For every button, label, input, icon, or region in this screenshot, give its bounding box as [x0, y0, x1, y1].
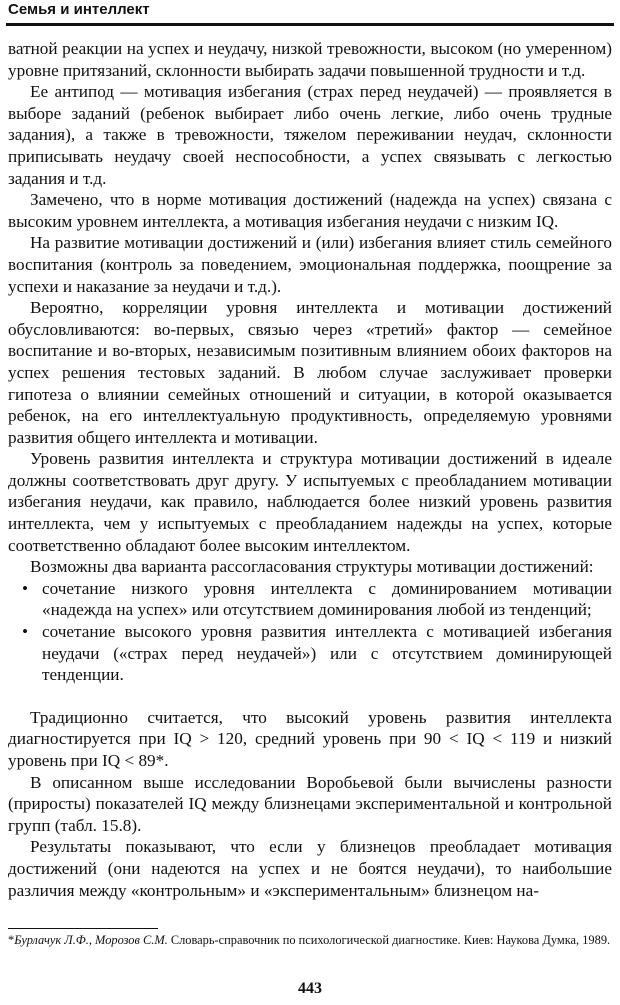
paragraph-3: Замечено, что в норме мотивация достижений (надежда на успех) связана с высоким уровнем интеллекта, а мотивация избегания неудачи с низким IQ.: [8, 190, 612, 231]
bullet-item-2: [8, 621, 612, 686]
bullet-icon: •: [22, 622, 29, 642]
paragraph-7: Возможны два варианта рассогласования структуры мотивации достижений:: [30, 557, 594, 577]
paragraph-8: Традиционно считается, что высокий уровень развития интеллекта диагностируется при IQ > 120, средний уровень при 90 < IQ < 119 и низкий уровень при IQ < 89*.: [8, 707, 612, 770]
footnote-marker: *: [8, 933, 15, 947]
footnote-rule: [8, 928, 158, 929]
bullet-list: [8, 578, 612, 686]
paragraph-4: На развитие мотивации достижений и (или) избегания влияет стиль семейного воспитания (контроль за поведением, эмоциональная поддержка, поощрение за успехи и наказание за неудачи и т.д.).: [8, 233, 612, 296]
page-number: 443: [298, 980, 322, 997]
header-rule: [6, 23, 614, 26]
bullet-text-1: сочетание низкого уровня интеллекта с доминированием мотивации «надежда на успех» или отсутствием доминирования любой из тенденций;: [42, 578, 612, 620]
paragraph-10: Результаты показывают, что если у близнецов преобладает мотивация достижений (они надеются на успех и не боятся неудачи), то наибольшие различия между «контрольным» и «экспериментальным» близнецом на-: [8, 837, 612, 900]
footnote-authors: Бурлачук Л.Ф., Морозов С.М.: [14, 933, 168, 947]
running-title: Семья и интеллект: [8, 1, 150, 18]
bullet-icon: •: [22, 578, 29, 598]
bullet-text-2: сочетание высокого уровня развития интеллекта с мотивацией избегания неудачи («страх перед неудачей») или с отсутствием доминирующей тенденции.: [42, 622, 612, 685]
paragraph-2: Ее антипод — мотивация избегания (страх перед неудачей) — проявляется в выборе заданий (ребенок выбирает либо очень легкие, либо очень трудные задания), а также в тревожности, тяжелом переживании неудач, склонности приписывать неудачу своей неспособности, а успех связывать с легкостью задания и т.д.: [8, 82, 612, 188]
footnote: [8, 932, 612, 948]
body-text: [8, 38, 612, 901]
paragraph-5: Вероятно, корреляции уровня интеллекта и мотивации достижений обусловливаются: во-первых, связью через «третий» фактор — семейное воспитание и во-вторых, независимым позитивным влиянием обоих факторов на успех решения тестовых заданий. В любом случае заслуживает проверки гипотеза о влиянии семейных отношений и ситуации, в которой оказывается ребенок, на его интеллектуальную продуктивность, определяемую уровнями развития общего интеллекта и мотивации.: [8, 298, 612, 447]
paragraph-1: ватной реакции на успех и неудачу, низкой тревожности, высоком (но умеренном) уровне притязаний, склонности выбирать задачи повышенной трудности и т.д.: [8, 39, 612, 80]
bullet-item-1: [8, 578, 612, 621]
paragraph-6: Уровень развития интеллекта и структура мотивации достижений в идеале должны соответствовать друг другу. У испытуемых с преобладанием мотивации избегания неудачи, как правило, наблюдается более низкий уровень развития интеллекта, чем у испытуемых с преобладанием надежды на успех, которые соответственно обладают более высоким интеллектом.: [8, 449, 612, 555]
paragraph-9: В описанном выше исследовании Воробьевой были вычислены разности (приросты) показателей IQ между близнецами экспериментальной и контрольной групп (табл. 15.8).: [8, 772, 612, 835]
footnote-text: Словарь-справочник по психологической диагностике. Киев: Наукова Думка, 1989.: [167, 933, 611, 947]
